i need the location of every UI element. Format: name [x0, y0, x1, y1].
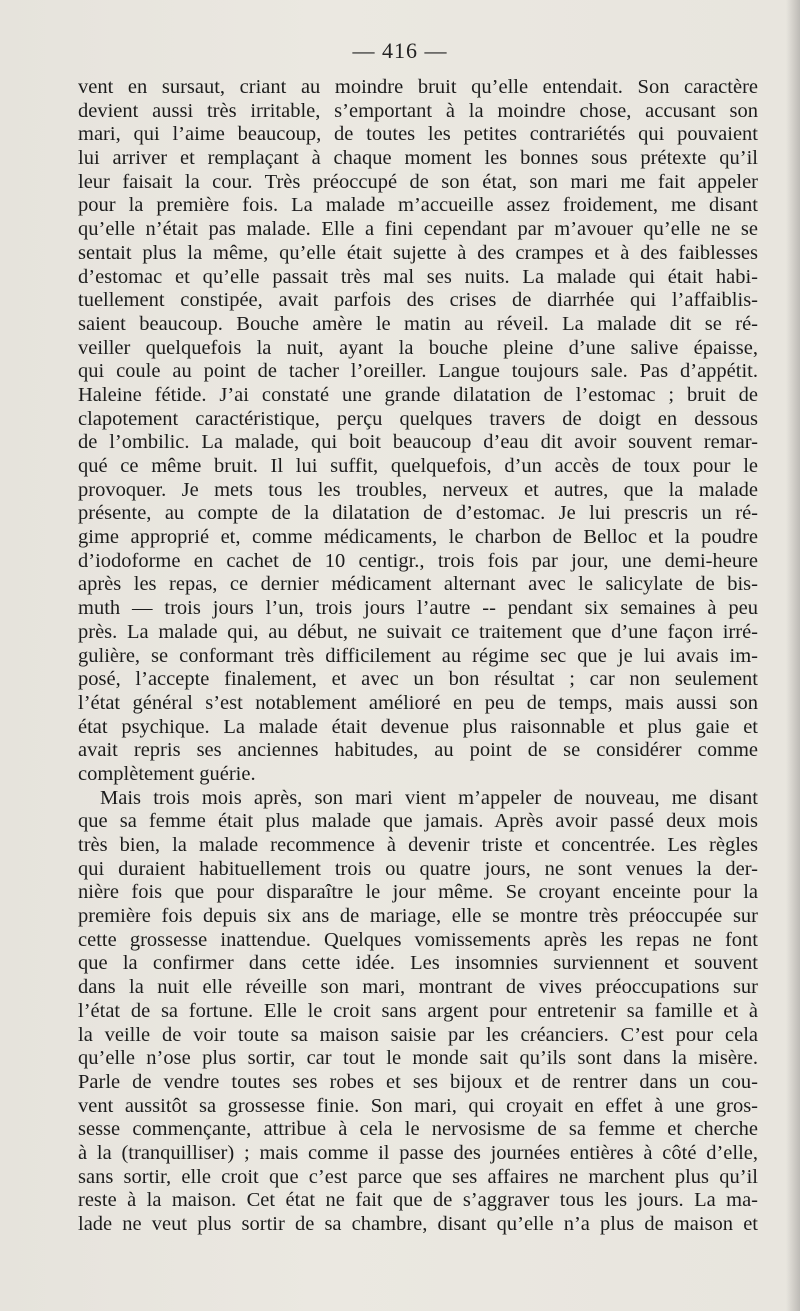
- text-line: présente, au compte de la dilatation de d’estomac. Je lui prescris un ré-: [78, 502, 758, 525]
- text-line: après les repas, ce dernier médicament alternant avec le salicylate de bis-: [78, 573, 758, 596]
- text-line: que sa femme était plus malade que jamais. Après avoir passé deux mois: [78, 810, 758, 833]
- text-line: provoquer. Je mets tous les troubles, nerveux et autres, que la malade: [78, 478, 758, 501]
- text-line: devient aussi très irritable, s’emportant à la moindre chose, accusant son: [78, 99, 758, 122]
- text-line: à la (tranquilliser) ; mais comme il passe des journées entières à côté d’elle,: [78, 1141, 758, 1164]
- text-line: sans sortir, elle croit que c’est parce que ses affaires ne marchent plus qu’il: [78, 1165, 758, 1188]
- text-line: veiller quelquefois la nuit, ayant la bouche pleine d’une salive épaisse,: [78, 336, 758, 359]
- text-line: clapotement caractéristique, perçu quelques travers de doigt en dessous: [78, 407, 758, 430]
- text-line: Mais trois mois après, son mari vient m’appeler de nouveau, me disant: [100, 786, 758, 809]
- body-text: [78, 76, 758, 1237]
- text-line: qu’elle n’ose plus sortir, car tout le monde sait qu’ils sont dans la misère.: [78, 1047, 758, 1070]
- text-line: sentait plus la même, qu’elle était sujette à des crampes et à des faiblesses: [78, 241, 758, 264]
- text-line: qui coule au point de tacher l’oreiller. Langue toujours sale. Pas d’appétit.: [78, 360, 758, 383]
- text-line: près. La malade qui, au début, ne suivait ce traitement que d’une façon irré-: [78, 620, 758, 643]
- page-number: — 416 —: [352, 38, 448, 63]
- text-line: complètement guérie.: [78, 762, 256, 785]
- text-line: gulière, se conformant très difficilement au régime sec que je lui avais im-: [78, 644, 758, 667]
- text-line: gime approprié et, comme médicaments, le charbon de Belloc et la poudre: [78, 526, 758, 549]
- text-line: lade ne veut plus sortir de sa chambre, disant qu’elle n’a plus de maison et: [78, 1213, 758, 1235]
- text-line: de l’ombilic. La malade, qui boit beaucoup d’eau dit avoir souvent remar-: [78, 431, 758, 454]
- text-line: Haleine fétide. J’ai constaté une grande dilatation de l’estomac ; bruit de: [78, 383, 758, 406]
- text-line: mari, qui l’aime beaucoup, de toutes les petites contrariétés qui pouvaient: [78, 123, 758, 146]
- text-line: reste à la maison. Cet état ne fait que de s’aggraver tous les jours. La ma-: [78, 1189, 758, 1212]
- text-line: très bien, la malade recommence à devenir triste et concentrée. Les règles: [78, 834, 758, 856]
- text-line: état psychique. La malade était devenue plus raisonnable et plus gaie et: [78, 715, 758, 738]
- text-line: lui arriver et remplaçant à chaque moment les bonnes sous prétexte qu’il: [78, 147, 758, 170]
- text-line: dans la nuit elle réveille son mari, montrant de vives préoccupations sur: [78, 976, 758, 999]
- text-line: avait repris ses anciennes habitudes, au point de se considérer comme: [78, 739, 758, 762]
- text-line: d’estomac et qu’elle passait très mal ses nuits. La malade qui était habi-: [78, 265, 758, 288]
- text-line: leur faisait la cour. Très préoccupé de son état, son mari me fait appeler: [78, 170, 758, 193]
- text-line: tuellement constipée, avait parfois des crises de diarrhée qui l’affaiblis-: [78, 289, 758, 312]
- text-line: posé, l’accepte finalement, et avec un bon résultat ; car non seulement: [78, 668, 758, 691]
- paragraph-1: [78, 76, 758, 787]
- text-line: l’état général s’est notablement amélioré en peu de temps, mais aussi son: [78, 691, 758, 714]
- text-line: saient beaucoup. Bouche amère le matin au réveil. La malade dit se ré-: [78, 312, 758, 335]
- text-line: qui duraient habituellement trois ou quatre jours, ne sont venues la der-: [78, 857, 758, 880]
- text-line: cette grossesse inattendue. Quelques vomissements après les repas ne font: [78, 928, 758, 951]
- text-line: qu’elle n’était pas malade. Elle a fini cependant par m’avouer qu’elle ne se: [78, 218, 758, 241]
- text-line: muth — trois jours l’un, trois jours l’autre -- pendant six semaines à peu: [78, 597, 758, 620]
- text-line: que la confirmer dans cette idée. Les insomnies surviennent et souvent: [78, 952, 758, 975]
- text-line: pour la première fois. La malade m’accueille assez froidement, me disant: [78, 194, 758, 217]
- page-edge-shadow: [786, 0, 800, 1311]
- text-line: vent en sursaut, criant au moindre bruit qu’elle entendait. Son caractère: [78, 76, 758, 98]
- text-line: qué ce même bruit. Il lui suffit, quelquefois, d’un accès de toux pour le: [78, 455, 758, 477]
- text-line: l’état de sa fortune. Elle le croit sans argent pour entretenir sa famille et à: [78, 999, 758, 1022]
- text-line: d’iodoforme en cachet de 10 centigr., trois fois par jour, une demi-heure: [78, 549, 758, 572]
- text-line: sesse commençante, attribue à cela le nervosisme de sa femme et cherche: [78, 1118, 758, 1141]
- text-line: première fois depuis six ans de mariage, elle se montre très préoccupée sur: [78, 905, 758, 928]
- text-line: la veille de voir toute sa maison saisie par les créanciers. C’est pour cela: [78, 1023, 758, 1046]
- text-line: vent aussitôt sa grossesse finie. Son mari, qui croyait en effet à une gros-: [78, 1094, 758, 1117]
- text-line: Parle de vendre toutes ses robes et ses bijoux et de rentrer dans un cou-: [78, 1070, 758, 1093]
- paragraph-2: [78, 787, 758, 1237]
- text-line: nière fois que pour disparaître le jour même. Se croyant enceinte pour la: [78, 881, 758, 904]
